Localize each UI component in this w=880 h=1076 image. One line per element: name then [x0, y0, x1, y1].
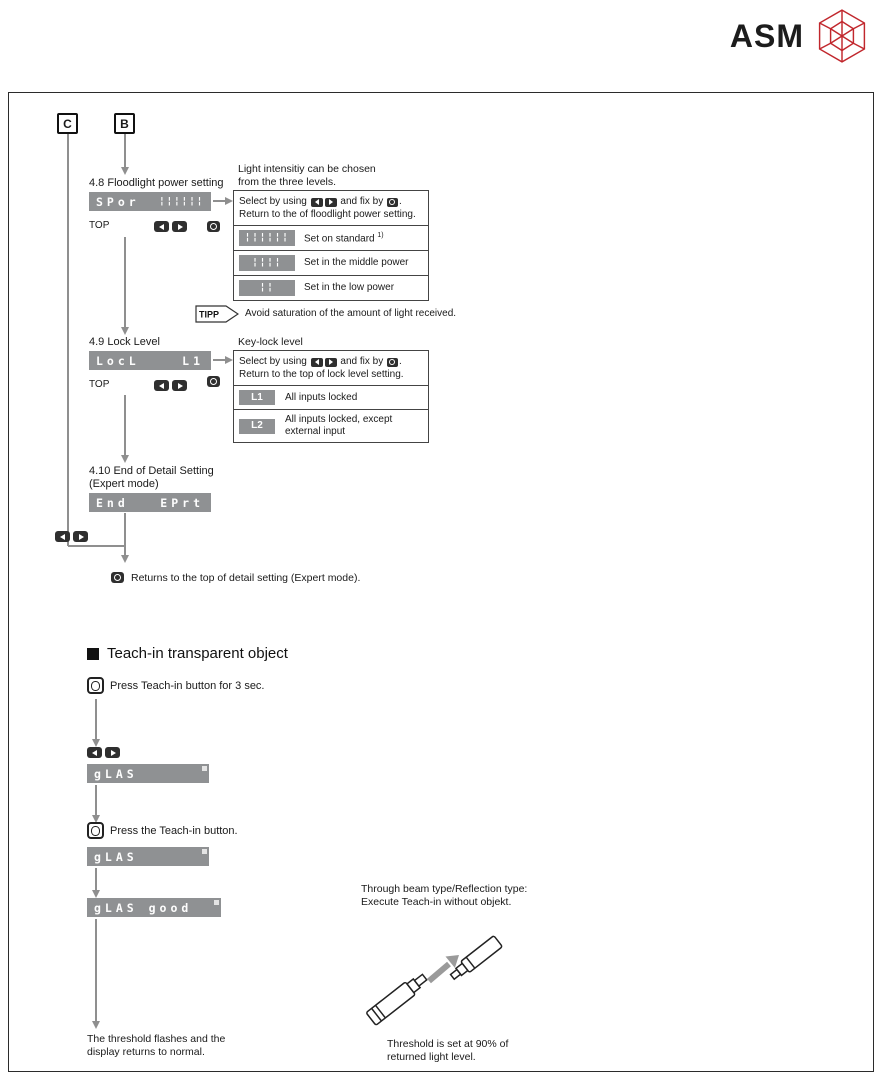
left-arrow-button-icon [311, 358, 323, 367]
instr-return-49: Return to the top of lock level setting. [239, 369, 404, 380]
power-display-middle: ¦¦¦¦ [239, 255, 295, 271]
instr-dot-48: . [398, 196, 402, 207]
power-row-middle [234, 251, 428, 276]
top-label-48: TOP [89, 220, 110, 231]
teach-header-text: Teach-in transparent object [107, 645, 288, 662]
arrow-buttons-c-line [55, 531, 88, 542]
lock-tag-l2: L2 [239, 419, 275, 434]
left-arrow-button-icon [55, 531, 70, 542]
teach-arrow-1 [95, 699, 97, 739]
left-arrow-button-icon [154, 221, 169, 232]
display-locl [89, 351, 211, 370]
right-arrow-button-icon [73, 531, 88, 542]
display-locl-text: LocL [96, 353, 140, 368]
power-row-standard-label [304, 230, 384, 245]
left-arrow-button-icon [154, 380, 169, 391]
threshold-note-line1: Threshold is set at 90% of [387, 1038, 509, 1050]
threshold-note [387, 1038, 508, 1064]
display-end-right: EPrt [160, 495, 204, 510]
power-row-low [234, 276, 428, 300]
display-glas-1 [87, 764, 209, 783]
arrow-buttons-teach [87, 747, 120, 758]
power-row-low-label: Set in the low power [304, 282, 395, 293]
teach-step-2 [87, 822, 238, 839]
content-frame [8, 92, 874, 1072]
note-48 [238, 163, 376, 189]
section-4-10-title [89, 465, 214, 491]
section-4-10-title-line2: (Expert mode) [89, 478, 159, 490]
lock-row-l2-label [285, 414, 392, 438]
power-display-low: ¦¦ [239, 280, 295, 296]
note-48-line2: from the three levels. [238, 176, 337, 188]
flow-arrow-410-to-end [124, 513, 126, 555]
teach-arrow-3 [95, 868, 97, 890]
right-arrow-button-icon [325, 198, 337, 207]
display-end [89, 493, 211, 512]
teach-header [87, 645, 288, 662]
teach-note [361, 883, 527, 909]
output-indicator-icon [214, 900, 219, 905]
brand-name: ASM [729, 17, 804, 54]
flow-arrow-48-to-49 [124, 237, 126, 327]
teach-arrow-4 [95, 919, 97, 1021]
fix-button-icon [387, 198, 398, 207]
lock-row-l2-line1: All inputs locked, except [285, 414, 393, 425]
tipp-tag [195, 305, 239, 323]
brand-mark-icon [814, 8, 870, 64]
note-48-line1: Light intensitiy can be chosen [238, 163, 376, 175]
arrow-buttons-49 [154, 380, 187, 391]
lock-tag-l1: L1 [239, 390, 275, 405]
footnote-ref: 1) [377, 232, 384, 240]
arrow-buttons-48 [154, 221, 187, 232]
display-glas-2 [87, 847, 209, 866]
infobox-48-instructions [234, 191, 428, 226]
square-bullet-icon [87, 648, 99, 660]
arrow-to-infobox-48 [213, 200, 225, 202]
teach-note-line2: Execute Teach-in without objekt. [361, 896, 512, 908]
section-4-9-title: 4.9 Lock Level [89, 336, 160, 348]
teach-result-line2: display returns to normal. [87, 1046, 205, 1058]
display-end-text: End [96, 495, 129, 510]
output-indicator-icon [202, 849, 207, 854]
note-49: Key-lock level [238, 336, 303, 348]
display-locl-right: L1 [182, 353, 204, 368]
flow-arrow-b-to-48 [124, 134, 126, 167]
output-indicator-icon [202, 766, 207, 771]
lock-row-l2-line2: external input [285, 426, 346, 437]
display-spor-bars: ¦¦¦¦¦¦ [158, 196, 204, 207]
teach-result [87, 1033, 225, 1059]
flow-line-c [67, 134, 69, 546]
through-beam-sensors-illustration [357, 915, 537, 1033]
teach-in-button-icon [87, 677, 104, 694]
instr-fix-49: and fix by [340, 356, 384, 367]
fix-button-icon [111, 572, 124, 583]
display-glas-good [87, 898, 221, 917]
lock-row-l1-label: All inputs locked [285, 391, 358, 403]
instr-dot-49: . [398, 356, 402, 367]
display-spor [89, 192, 211, 211]
instr-select-48: Select by using [239, 196, 307, 207]
display-glas-1-text: gLAS [94, 766, 138, 781]
right-arrow-button-icon [172, 221, 187, 232]
section-4-10-title-line1: 4.10 End of Detail Setting [89, 465, 214, 477]
top-label-49: TOP [89, 379, 110, 390]
arrow-to-infobox-49 [213, 359, 225, 361]
display-glas-good-text: gLAS good [94, 900, 193, 915]
right-arrow-button-icon [172, 380, 187, 391]
flow-line-c-join [68, 545, 125, 547]
infobox-49 [233, 350, 429, 443]
instr-return-48: Return to the of floodlight power setting. [239, 209, 416, 220]
display-spor-text: SPor [96, 194, 140, 209]
fix-button-icon [207, 376, 220, 387]
tipp-label: TIPP [199, 309, 220, 320]
teach-result-line1: The threshold flashes and the [87, 1033, 226, 1045]
fix-button-icon [207, 221, 220, 232]
left-arrow-button-icon [311, 198, 323, 207]
power-row-standard-text: Set on standard [304, 233, 375, 245]
lock-row-l2 [234, 410, 428, 442]
flow-arrow-49-to-410 [124, 395, 126, 455]
teach-step-1-text: Press Teach-in button for 3 sec. [110, 679, 265, 692]
fix-button-icon [387, 358, 398, 367]
power-row-standard [234, 226, 428, 251]
power-row-middle-label: Set in the middle power [304, 257, 409, 268]
teach-in-button-icon [87, 822, 104, 839]
power-display-high: ¦¦¦¦¦¦ [239, 230, 295, 246]
teach-note-line1: Through beam type/Reflection type: [361, 883, 528, 895]
infobox-49-instructions [234, 351, 428, 386]
right-arrow-button-icon [325, 358, 337, 367]
lock-row-l1 [234, 386, 428, 410]
brand-logo [730, 8, 870, 64]
instr-select-49: Select by using [239, 356, 307, 367]
section-4-8-title: 4.8 Floodlight power setting [89, 177, 224, 189]
display-glas-2-text: gLAS [94, 849, 138, 864]
return-note: Returns to the top of detail setting (Expert mode). [131, 572, 361, 584]
infobox-48 [233, 190, 429, 301]
teach-step-2-text: Press the Teach-in button. [110, 824, 238, 837]
threshold-note-line2: returned light level. [387, 1051, 476, 1063]
connector-node-c: C [57, 113, 78, 134]
right-arrow-button-icon [105, 747, 120, 758]
connector-node-b: B [114, 113, 135, 134]
teach-arrow-2 [95, 785, 97, 815]
teach-step-1 [87, 677, 265, 694]
instr-fix-48: and fix by [340, 196, 384, 207]
left-arrow-button-icon [87, 747, 102, 758]
tipp-text: Avoid saturation of the amount of light received. [245, 308, 457, 319]
